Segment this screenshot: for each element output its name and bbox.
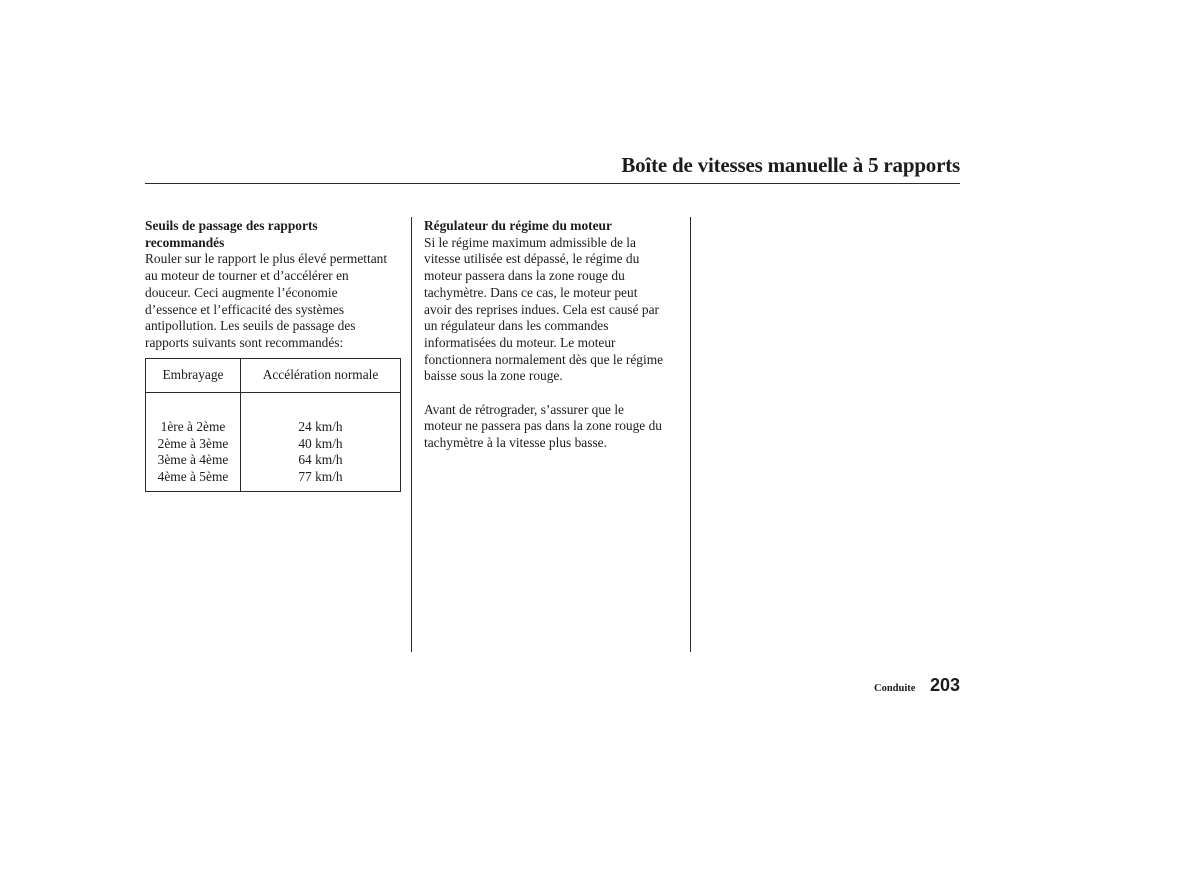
text-line: tachymètre à la vitesse plus basse. xyxy=(424,435,607,451)
speed-column xyxy=(241,393,401,492)
table-cell-speed: 40 km/h xyxy=(298,435,343,451)
section-heading-rev-limiter: Régulateur du régime du moteur xyxy=(424,218,612,233)
table-cell-gear: 2ème à 3ème xyxy=(157,435,229,451)
text-line: rapports suivants sont recommandés: xyxy=(145,334,344,350)
text-line: avoir des reprises indues. Cela est causé par xyxy=(424,301,659,317)
gear-column xyxy=(146,393,241,492)
table-body-row xyxy=(146,393,401,492)
footer-section-label: Conduite xyxy=(874,683,916,694)
page-number: 203 xyxy=(929,675,960,695)
page-title: Boîte de vitesses manuelle à 5 rapports xyxy=(621,153,960,177)
table-cell-speed: 24 km/h xyxy=(298,419,343,434)
table-cell-speed: 64 km/h xyxy=(298,452,343,468)
text-line: moteur passera dans la zone rouge du xyxy=(424,268,625,284)
text-line: tachymètre. Dans ce cas, le moteur peut xyxy=(424,284,638,300)
text-line: Si le régime maximum admissible de la xyxy=(424,234,636,250)
text-line: baisse sous la zone rouge. xyxy=(424,368,563,384)
downshift-paragraph xyxy=(424,402,684,452)
text-line: Avant de rétrograder, s’assurer que le xyxy=(424,401,624,417)
left-column xyxy=(145,218,407,352)
text-line: au moteur de tourner et d’accélérer en xyxy=(145,268,349,284)
column-divider-left xyxy=(411,217,412,652)
table-cell-gear: 3ème à 4ème xyxy=(157,452,229,468)
table-header-row xyxy=(146,359,401,393)
text-line: Rouler sur le rapport le plus élevé permettant xyxy=(145,251,388,267)
text-line: vitesse utilisée est dépassé, le régime du xyxy=(424,251,640,267)
table-cell-speed: 77 km/h xyxy=(298,469,343,485)
table-header-speed: Accélération normale xyxy=(241,359,401,393)
rev-limiter-paragraph xyxy=(424,235,684,385)
heading-line: recommandés xyxy=(145,234,225,250)
text-line: d’essence et l’efficacité des systèmes xyxy=(145,301,345,317)
shift-points-table xyxy=(145,358,401,492)
table-cell-gear: 1ère à 2ème xyxy=(160,419,226,434)
text-line: informatisées du moteur. Le moteur xyxy=(424,334,616,350)
section-heading-shift-points xyxy=(145,218,407,251)
column-divider-right xyxy=(690,217,691,652)
text-line: un régulateur dans les commandes xyxy=(424,318,609,334)
table-cell-gear: 4ème à 5ème xyxy=(157,469,229,485)
title-divider xyxy=(145,183,960,184)
text-line: moteur ne passera pas dans la zone rouge du xyxy=(424,418,662,434)
text-line: antipollution. Les seuils de passage des xyxy=(145,318,356,334)
table-header-gear: Embrayage xyxy=(146,359,241,393)
shift-points-paragraph xyxy=(145,251,407,351)
text-line: fonctionnera normalement dès que le régime xyxy=(424,351,664,367)
text-line: douceur. Ceci augmente l’économie xyxy=(145,284,338,300)
middle-column xyxy=(424,218,684,452)
heading-line: Seuils de passage des rapports xyxy=(145,218,318,233)
